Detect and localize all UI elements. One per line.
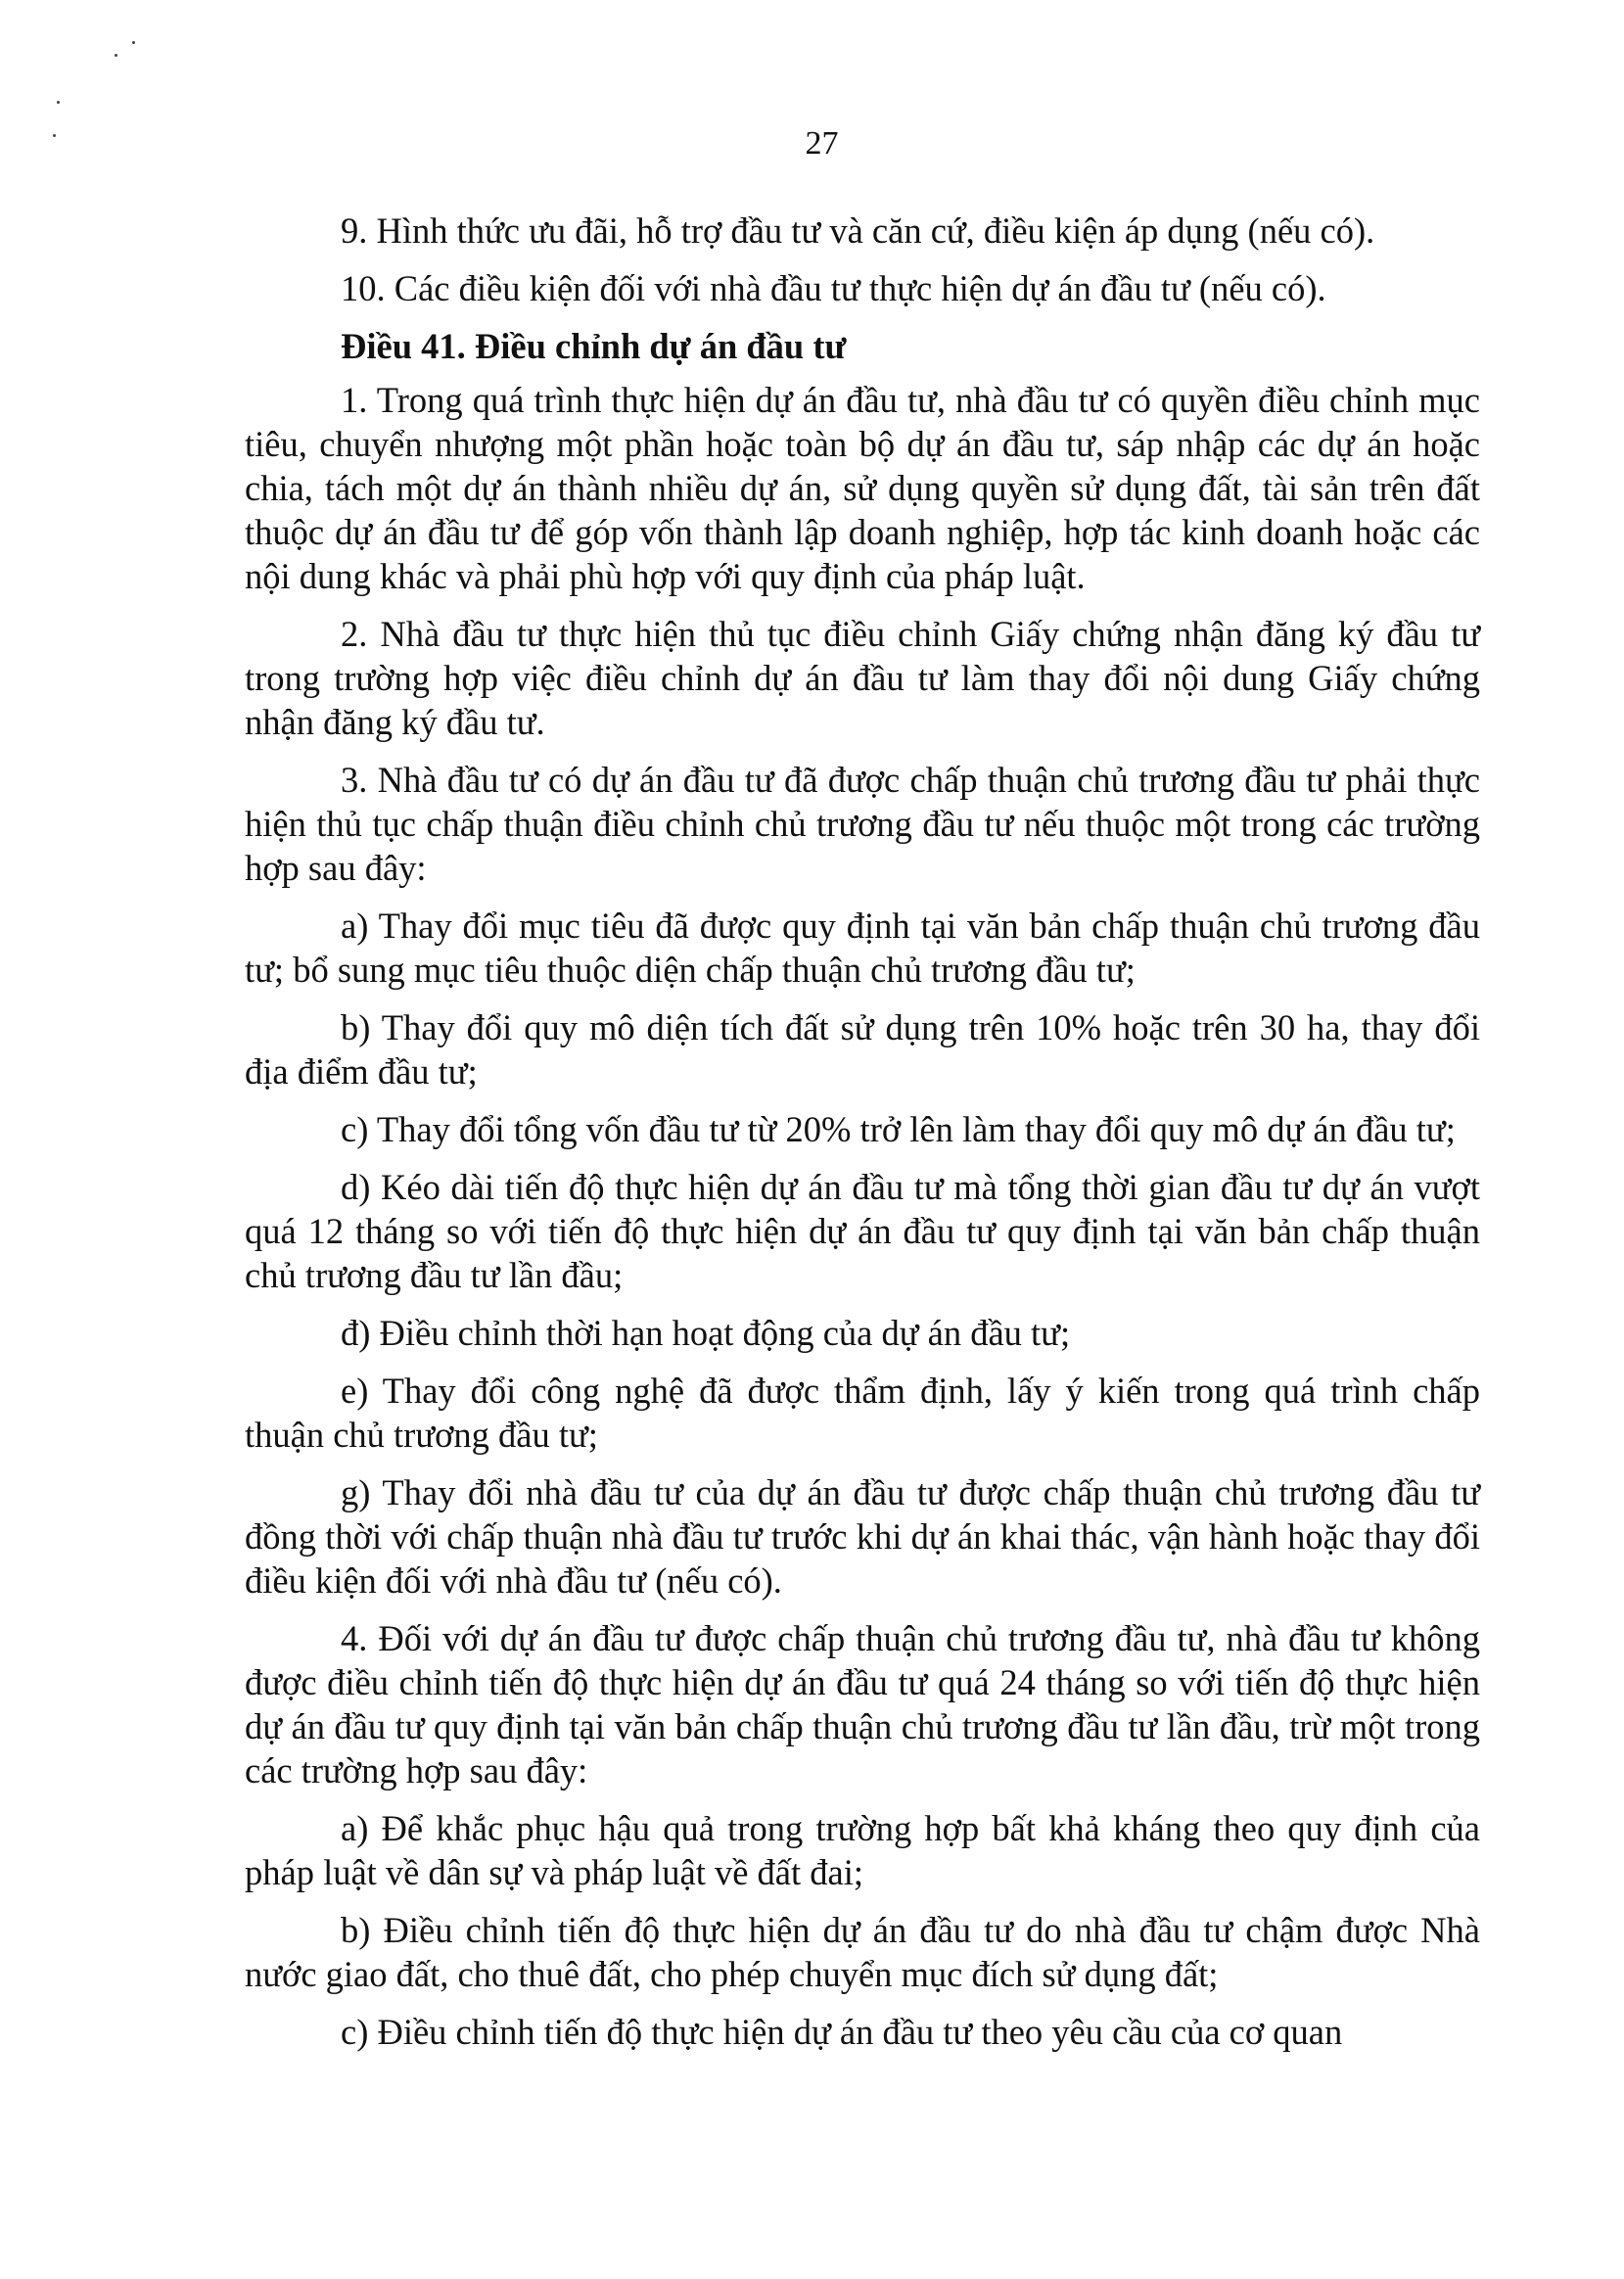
paragraph-clause-3e: e) Thay đổi công nghệ đã được thẩm định, lấy ý kiến trong quá trình chấp thuận chủ trương đầu tư;: [245, 1371, 1480, 1455]
paragraph-clause-3b: b) Thay đổi quy mô diện tích đất sử dụng trên 10% hoặc trên 30 ha, thay đổi địa điểm đầu tư;: [245, 1007, 1480, 1092]
article-41-heading: Điều 41. Điều chỉnh dự án đầu tư: [341, 326, 847, 366]
paragraph-clause-2: 2. Nhà đầu tư thực hiện thủ tục điều chỉnh Giấy chứng nhận đăng ký đầu tư trong trường hợp việc điều chỉnh dự án đầu tư làm thay đổi nội dung Giấy chứng nhận đăng ký đầu tư.: [245, 614, 1480, 742]
paragraph-clause-3c: c) Thay đổi tổng vốn đầu tư từ 20% trở lên làm thay đổi quy mô dự án đầu tư;: [341, 1109, 1456, 1149]
paragraph-item-9: 9. Hình thức ưu đãi, hỗ trợ đầu tư và căn cứ, điều kiện áp dụng (nếu có).: [341, 210, 1375, 251]
paragraph-clause-4: 4. Đối với dự án đầu tư được chấp thuận chủ trương đầu tư, nhà đầu tư không được điều chỉnh tiến độ thực hiện dự án đầu tư quá 24 tháng so với tiến độ thực hiện dự án đầu tư quy định tại văn bản chấp thuận chủ trương đầu tư lần đầu, trừ một trong các trường hợp sau đây:: [245, 1618, 1480, 1791]
paragraph-item-10: 10. Các điều kiện đối với nhà đầu tư thực hiện dự án đầu tư (nếu có).: [341, 268, 1326, 308]
paragraph-clause-4c: c) Điều chỉnh tiến độ thực hiện dự án đầu tư theo yêu cầu của cơ quan: [341, 2012, 1343, 2052]
document-body: [245, 209, 1480, 2068]
scan-speck: [132, 41, 135, 44]
paragraph-clause-3: 3. Nhà đầu tư có dự án đầu tư đã được chấp thuận chủ trương đầu tư phải thực hiện thủ tục chấp thuận điều chỉnh chủ trương đầu tư nếu thuộc một trong các trường hợp sau đây:: [245, 760, 1480, 888]
scan-speck: [115, 54, 117, 57]
paragraph-clause-4b: b) Điều chỉnh tiến độ thực hiện dự án đầu tư do nhà đầu tư chậm được Nhà nước giao đất, cho thuê đất, cho phép chuyển mục đích sử dụng đất;: [245, 1910, 1480, 1994]
paragraph-clause-3d: d) Kéo dài tiến độ thực hiện dự án đầu tư mà tổng thời gian đầu tư dự án vượt quá 12 tháng so với tiến độ thực hiện dự án đầu tư quy định tại văn bản chấp thuận chủ trương đầu tư lần đầu;: [245, 1167, 1480, 1295]
paragraph-clause-4a: a) Để khắc phục hậu quả trong trường hợp bất khả kháng theo quy định của pháp luật về dân sự và pháp luật về đất đai;: [245, 1808, 1480, 1892]
page-number: 27: [805, 125, 839, 162]
paragraph-clause-3dd: đ) Điều chỉnh thời hạn hoạt động của dự án đầu tư;: [341, 1313, 1071, 1353]
paragraph-clause-1: 1. Trong quá trình thực hiện dự án đầu tư, nhà đầu tư có quyền điều chỉnh mục tiêu, chuyển nhượng một phần hoặc toàn bộ dự án đầu tư, sáp nhập các dự án hoặc chia, tách một dự án thành nhiều dự án, sử dụng quyền sử dụng đất, tài sản trên đất thuộc dự án đầu tư để góp vốn thành lập doanh nghiệp, hợp tác kinh doanh hoặc các nội dung khác và phải phù hợp với quy định của pháp luật.: [245, 380, 1480, 596]
paragraph-clause-3g: g) Thay đổi nhà đầu tư của dự án đầu tư được chấp thuận chủ trương đầu tư đồng thời với chấp thuận nhà đầu tư trước khi dự án khai thác, vận hành hoặc thay đổi điều kiện đối với nhà đầu tư (nếu có).: [245, 1472, 1480, 1601]
paragraph-clause-3a: a) Thay đổi mục tiêu đã được quy định tại văn bản chấp thuận chủ trương đầu tư; bổ sung mục tiêu thuộc diện chấp thuận chủ trương đầu tư;: [245, 906, 1480, 990]
scan-speck: [57, 101, 60, 104]
